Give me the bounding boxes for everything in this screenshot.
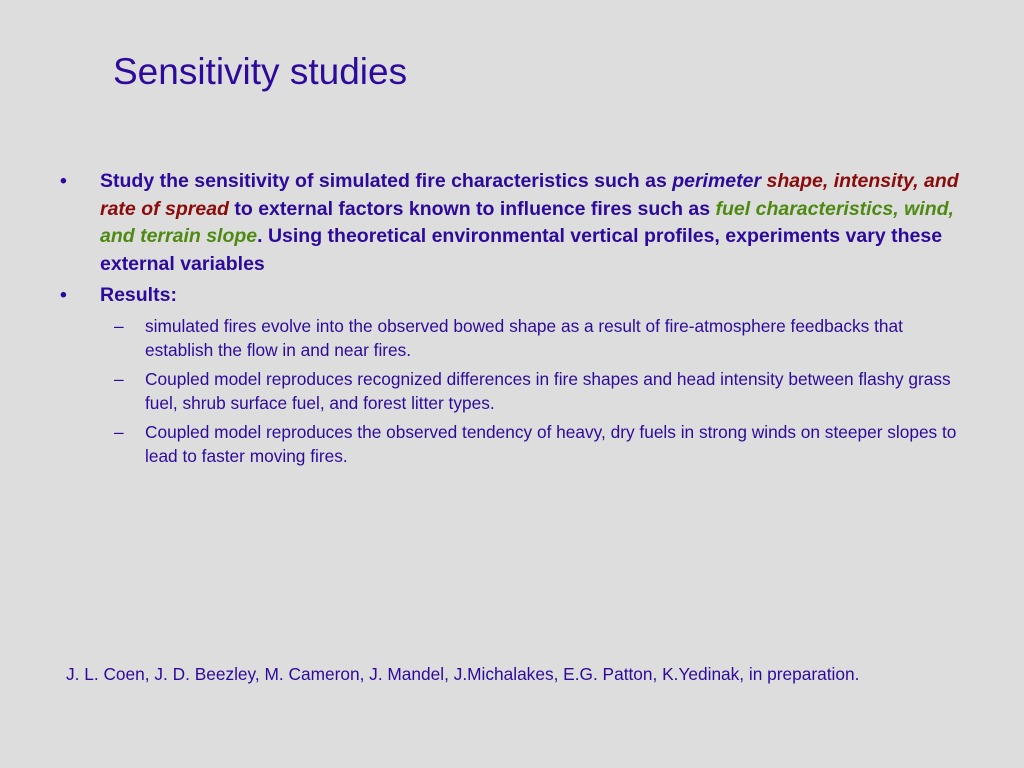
slide-content [60,168,970,473]
result-item [60,420,970,469]
dash-marker: – [114,368,124,389]
text-segment: to external factors known to influence fires such as [228,197,716,220]
emphasis-shape-intensity-rate: shape, intensity, and rate of spread [100,170,959,220]
result-item [60,314,970,363]
emphasis-perimeter: perimeter [672,170,762,192]
dash-marker: – [114,315,124,336]
result-text: simulated fires evolve into the observed bowed shape as a result of fire-atmosphere feedbacks that establish the flow in and near fires. [145,315,903,360]
results-list [60,314,970,469]
result-text: Coupled model reproduces recognized differences in fire shapes and head intensity between flashy grass fuel, shrub surface fuel, and forest litter types. [145,368,951,413]
bullet-results [60,282,970,310]
result-text: Coupled model reproduces the observed tendency of heavy, dry fuels in strong winds on steeper slopes to lead to faster moving fires. [145,421,957,466]
emphasis-fuel-wind-terrain: fuel characteristics, wind, and terrain slope [100,197,954,247]
dash-marker: – [114,421,124,442]
results-heading: Results: [100,284,177,306]
reference-citation: J. L. Coen, J. D. Beezley, M. Cameron, J. Mandel, J.Michalakes, E.G. Patton, K.Yedinak, in preparation. [66,664,860,684]
bullet-marker: • [60,170,67,192]
bullet-study-sensitivity [60,168,970,278]
result-item [60,367,970,416]
text-segment: . Using theoretical environmental vertical profiles, experiments vary these external variables [100,225,943,275]
bullet-marker: • [60,284,67,306]
text-segment: Study the sensitivity of simulated fire characteristics such as [100,170,673,192]
slide-title: Sensitivity studies [113,51,408,92]
